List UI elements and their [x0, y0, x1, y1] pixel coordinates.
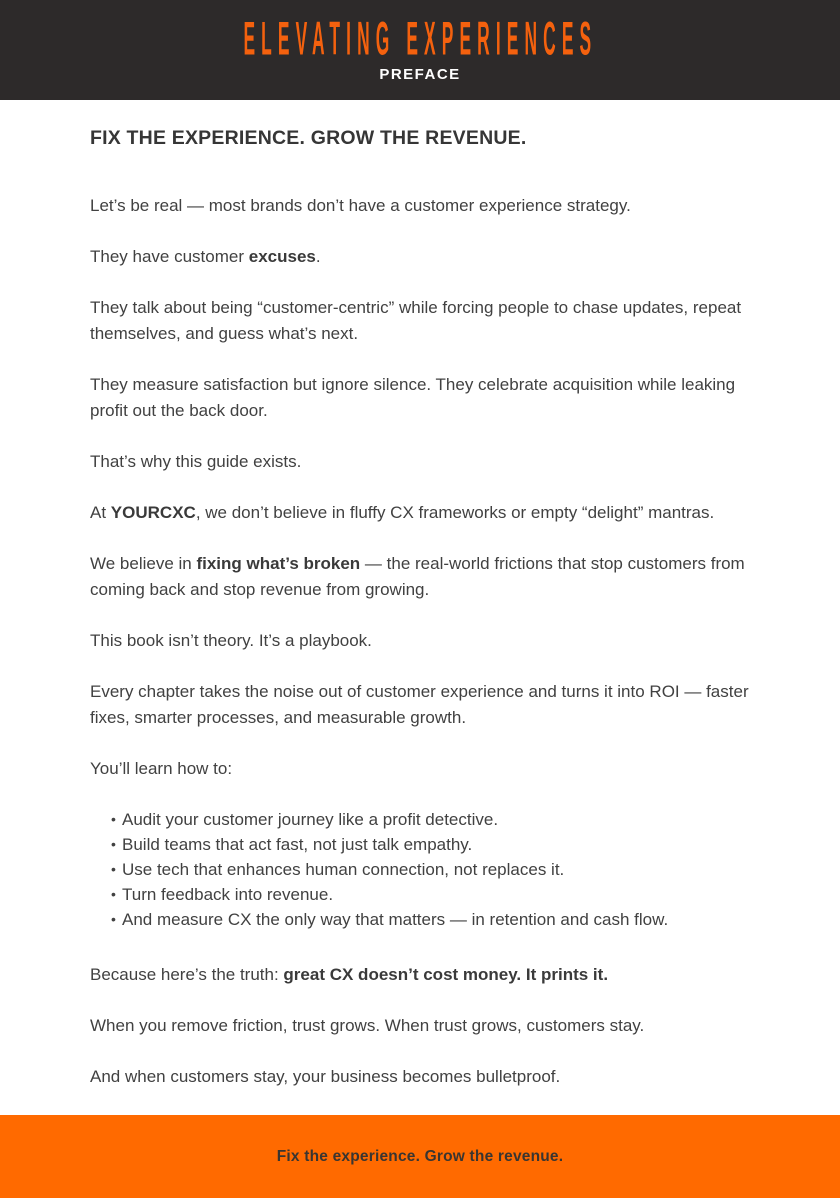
- paragraph: That’s why this guide exists.: [90, 452, 302, 471]
- paragraph: You’ll learn how to:: [90, 759, 233, 778]
- paragraph: At YOURCXC, we don’t believe in fluffy CX frameworks or empty “delight” mantras.: [90, 503, 715, 522]
- body-copy: [90, 193, 755, 1090]
- paragraph: We believe in fixing what’s broken — the real-world frictions that stop customers from coming back and stop revenue from growing.: [90, 554, 745, 599]
- paragraph: This book isn’t theory. It’s a playbook.: [90, 631, 372, 650]
- list-item: • And measure CX the only way that matters — in retention and cash flow.: [111, 907, 755, 932]
- paragraph: Let’s be real — most brands don’t have a customer experience strategy.: [90, 196, 631, 215]
- paragraph: Because here’s the truth: great CX doesn’t cost money. It prints it.: [90, 965, 609, 984]
- paragraph: They talk about being “customer-centric” while forcing people to chase updates, repeat themselves, and guess what’s next.: [90, 298, 742, 343]
- book-title: ELEVATING EXPERIENCES: [243, 11, 597, 65]
- list-item: • Turn feedback into revenue.: [111, 882, 755, 907]
- footer-banner: [0, 1115, 840, 1198]
- footer-tagline: Fix the experience. Grow the revenue.: [276, 1147, 564, 1165]
- list-item: • Use tech that enhances human connection, not replaces it.: [111, 857, 755, 882]
- paragraph: Every chapter takes the noise out of customer experience and turns it into ROI — faster fixes, smarter processes, and measurable growth.: [90, 682, 749, 727]
- section-heading: FIX THE EXPERIENCE. GROW THE REVENUE.: [90, 127, 527, 149]
- paragraph: They have customer excuses.: [90, 247, 321, 266]
- list-item: • Audit your customer journey like a profit detective.: [111, 807, 755, 832]
- learning-list: [90, 807, 755, 932]
- chapter-label: PREFACE: [379, 65, 461, 83]
- paragraph: They measure satisfaction but ignore silence. They celebrate acquisition while leaking profit out the back door.: [90, 375, 736, 420]
- paragraph: When you remove friction, trust grows. When trust grows, customers stay.: [90, 1016, 645, 1035]
- preface-body: [0, 100, 840, 1115]
- paragraph: And when customers stay, your business becomes bulletproof.: [90, 1067, 561, 1086]
- header-banner: [0, 0, 840, 100]
- list-item: • Build teams that act fast, not just talk empathy.: [111, 832, 755, 857]
